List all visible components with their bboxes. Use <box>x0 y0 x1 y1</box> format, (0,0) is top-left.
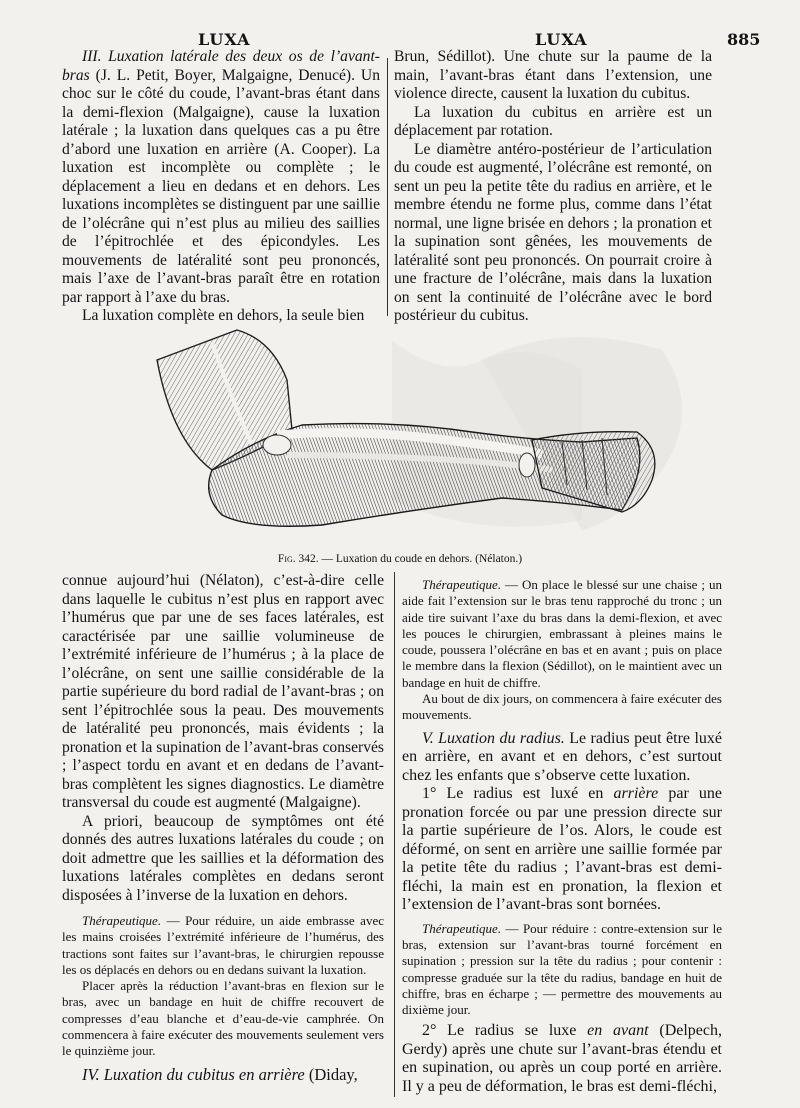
elbow-luxation-illustration <box>62 320 752 550</box>
paragraph-cubitus-cause <box>394 48 712 104</box>
paragraph-therapeutic-reduce <box>62 913 384 978</box>
section-heading-iii: III. Luxation latérale des deux os de l’avant-bras <box>62 48 380 84</box>
paragraph-therapeutic-radius <box>402 921 722 1019</box>
paragraph-cubitus-rotation <box>394 104 712 141</box>
paragraph-text: Le diamètre antéro-postérieur de l’articulation du coude est augmenté, l’olécrâne est remonté, on sent un peu la petite tête du radius en arrière, et le membre étendu ne forme plus, comme dans l’état normal, une ligne brisée en dehors ; la pronation et la supination sont gênées, les mouvements de latéralité sont peu prononcés. On pourrait croire à une fracture de l’olécrâne, mais dans la luxation on sent la continuité de l’olécrâne avec le bord postérieur du cubitus. <box>394 140 712 324</box>
paragraph-text: — On place le blessé sur une chaise ; un aide fait l’extension sur le bras tenu rapproché du tronc ; un aide tire suivant l’axe du bras dans la demi-flexion, et avec les pouces le chirurgien, embrassant à pleines mains le coude, poussera l’olécrâne en bas et en avant ; puis on place le membre dans la flexion (Sédillot), on le maintient avec un bandage en huit de chiffre. <box>402 577 722 690</box>
paragraph-text: (J. L. Petit, Boyer, Malgaigne, Denucé). Un choc sur le côté du coude, l’avant-bras étant dans la demi-flexion (Malgaigne), cause la luxation latérale ; la luxation dans quelques cas a pu être d’abord une luxation en arrière (A. Cooper). La luxation est incomplète ou complète ; le déplacement a lieu en dedans et en dehors. Les luxations incomplètes se distinguent par une saillie de l’olécrâne qui n’est plus au milieu des saillies de l’épitrochlée et des épicondyles. Les mouvements de latéralité sont peu prononcés, mais l’axe de l’avant-bras paraît être en rotation par rapport à l’axe du bras. <box>62 66 380 306</box>
right-column-top <box>394 48 712 326</box>
paragraph-lateral-luxation <box>62 48 380 307</box>
paragraph-text: par une pronation forcée ou par une pression directe sur la partie supérieure de l’os. Alors, le coude est déformé, on sent en arrière une saillie formée par la petite tête du radius ; l’avant-bras est demi-fléchi, la main est en pronation, la flexion et l’extension de l’avant-bras sont bornées. <box>402 785 722 914</box>
paragraph-cubitus-signs <box>394 141 712 326</box>
therapeutic-block-radius <box>402 921 722 1019</box>
figure-caption <box>0 553 800 565</box>
therapeutic-heading: Thérapeutique. <box>82 913 162 928</box>
paragraph-text: La luxation du cubitus en arrière est un déplacement par rotation. <box>394 103 712 139</box>
paragraph-text: — Pour réduire : contre-extension sur le bras, extension sur l’avant-bras tourné forcément en supination ; pression sur la tête du radius ; pour contenir : compresse graduée sur la tête du radius, bandage en huit de chiffre, bras en écharpe ; — permettre des mouvements au dixième jour. <box>402 920 722 1018</box>
paragraph-text: 1° Le radius est luxé en <box>422 785 614 803</box>
paragraph-a-priori <box>62 813 384 906</box>
left-column-top <box>62 48 380 326</box>
paragraph-therapeutic-chair <box>402 577 722 691</box>
running-head-left: LUXA <box>198 30 251 49</box>
paragraph-text: A priori, beaucoup de symptômes ont été donnés des autres luxations latérales du coude ; on doit admettre que les saillies et la déformation des luxations latérales complètes en dedans seront disposées à l’inverse de la luxation en dehors. <box>62 812 384 904</box>
paragraph-text: connue aujourd’hui (Nélaton), c’est-à-dire celle dans laquelle le cubitus n’est plus en rapport avec l’humérus que par une de ses faces latérales, est caractérisée par une saillie volumineuse de l’extrémité inférieure de l’humérus ; à la place de l’olécrâne, on sent une saillie considérable de la partie supérieure du bord radial de l’avant-bras ; on sent l’épitrochlée sous la peau. Des mouvements de latéralité peu prononcés, mais évidents ; la pronation et la supination de l’avant-bras conservés ; l’aspect tordu en avant et en dedans de l’avant-bras complètent les signes diagnostics. Le diamètre transversal du coude est augmenté (Malgaigne). <box>62 572 384 811</box>
paragraph-radius-front <box>402 1022 722 1096</box>
page-number: 885 <box>727 30 761 49</box>
paragraph-text: Brun, Sédillot). Une chute sur la paume de la main, l’avant-bras étant dans l’extension, une violence directe, causent la luxation du cubitus. <box>394 48 712 102</box>
emphasis-text: arrière <box>613 785 659 803</box>
therapeutic-heading: Thérapeutique. <box>422 920 502 936</box>
therapeutic-heading: Thérapeutique. <box>422 577 502 592</box>
paragraph-text: — Pour réduire, un aide embrasse avec les mains croisées l’extrémité inférieure de l’humérus, des tractions sont faites sur l’avant-bras, le chirurgien repousse les os déplacés en dehors ou en dedans suivant la luxation. <box>62 913 384 977</box>
paragraph-text: (Diday, <box>304 1064 358 1084</box>
column-rule-top <box>387 58 388 316</box>
paragraph-cubitus-heading <box>62 1066 384 1085</box>
section-heading-v: V. Luxation du radius. <box>422 729 565 747</box>
paragraph-complete-signs <box>62 572 384 813</box>
left-column-bottom <box>62 572 384 1084</box>
figure-caption-text: — Luxation du coude en dehors. (Nélaton.) <box>318 553 523 565</box>
therapeutic-block-right <box>402 577 722 724</box>
emphasis-text: en avant <box>587 1022 649 1040</box>
section-heading-iv: IV. Luxation du cubitus en arrière <box>82 1064 305 1084</box>
paragraph-text: (Delpech, Gerdy) après une chute sur l’avant-bras étendu et en supination, ou après un coup porté en arrière. Il y a peu de déformation, le bras est demi-fléchi, <box>402 1022 723 1095</box>
paragraph-text: La luxation complète en dehors, la seule bien <box>82 307 365 324</box>
right-column-bottom <box>402 577 722 1096</box>
running-head-right: LUXA <box>535 30 588 49</box>
paragraph-text: 2° Le radius se luxe <box>422 1022 588 1040</box>
figure-number: Fig. 342. <box>277 553 319 565</box>
column-rule-bottom <box>394 572 395 1097</box>
paragraph-therapeutic-ten-days <box>402 691 722 724</box>
paragraph-text: Au bout de dix jours, on commencera à faire exécuter des mouvements. <box>402 691 722 723</box>
paragraph-therapeutic-after <box>62 978 384 1059</box>
paragraph-radius-back <box>402 785 722 915</box>
therapeutic-block-left <box>62 913 384 1060</box>
paragraph-text: Placer après la réduction l’avant-bras en flexion sur le bras, avec un bandage en huit de chiffre recouvert de compresses d’eau blanche et d’eau-de-vie camphrée. On commencera à faire exécuter des mouvements seulement vers le quinzième jour. <box>62 978 384 1059</box>
paragraph-text: Le radius peut être luxé en arrière, en avant et en dehors, c’est surtout chez les enfants que s’observe cette luxation. <box>402 729 723 784</box>
paragraph-radius-luxation <box>402 730 722 786</box>
